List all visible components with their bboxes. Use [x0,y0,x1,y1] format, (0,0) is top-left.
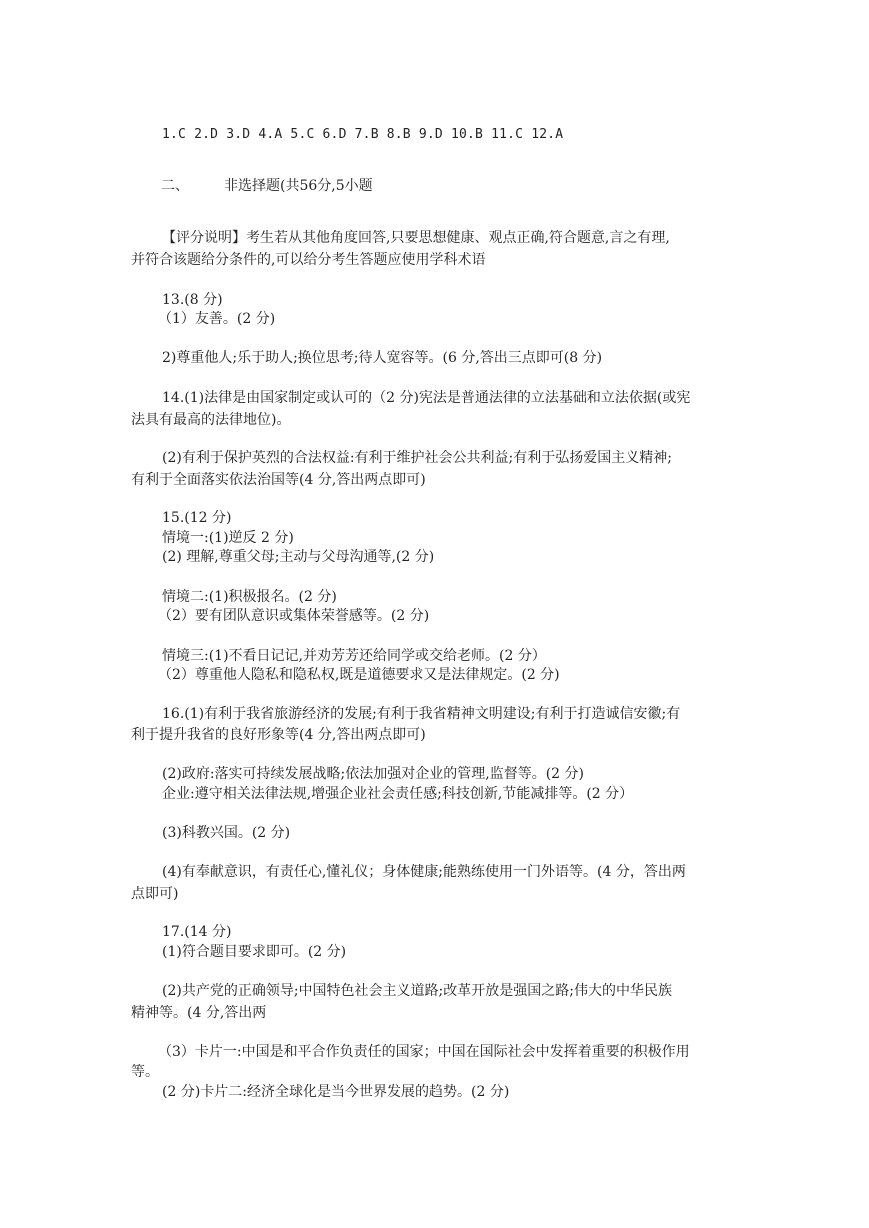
q15-scenario2-part2: （2）要有团队意识或集体荣誉感等。(2 分) [158,608,430,624]
q17-part3-line-1: （3）卡片一:中国是和平合作负责任的国家；中国在国际社会中发挥着重要的积极作用 [158,1044,690,1060]
q16-part2-government: (2)政府:落实可持续发展战略;依法加强对企业的管理,监督等。(2 分) [162,766,584,782]
q13-heading: 13.(8 分) [162,292,223,308]
q17-part3-line-2: 等。 [131,1064,159,1080]
q17-part1: (1)符合题目要求即可。(2 分) [162,944,347,960]
q15-scenario3-part1: 情境三:(1)不看日记记,并劝芳芳还给同学或交给老师。(2 分） [162,648,546,664]
q15-scenario1-part1: 情境一:(1)逆反 2 分) [162,530,294,546]
q16-part1-line-2: 利于提升我省的良好形象等(4 分,答出两点即可) [131,727,426,743]
section-title: 非选择题(共56分,5小题 [224,178,373,194]
q16-part3: (3)科教兴国。(2 分) [162,825,291,841]
q15-scenario2-part1: 情境二:(1)积极报名。(2 分) [162,589,337,605]
q14-part2-line-2: 有利于全面落实依法治国等(4 分,答出两点即可) [131,472,426,488]
q13-part2: 2)尊重他人;乐于助人;换位思考;待人宽容等。(6 分,答出三点即可(8 分) [162,350,603,366]
multiple-choice-answers: 1.C 2.D 3.D 4.A 5.C 6.D 7.B 8.B 9.D 10.B 11.C 12.A [162,127,564,142]
q15-scenario3-part2: （2）尊重他人隐私和隐私权,既是道德要求又是法律规定。(2 分) [158,667,560,683]
q16-part4-line-1: (4)有奉献意识，有责任心,懂礼仪；身体健康;能熟练使用一门外语等。(4 分，答出两 [162,864,686,880]
q17-part3-line-3: (2 分)卡片二:经济全球化是当今世界发展的趋势。(2 分) [162,1084,510,1100]
q15-scenario1-part2: (2) 理解,尊重父母;主动与父母沟通等,(2 分) [162,549,435,565]
q17-part2-line-1: (2)共产党的正确领导;中国特色社会主义道路;改革开放是强国之路;伟大的中华民族 [162,983,672,999]
q14-part2-line-1: (2)有利于保护英烈的合法权益:有利于维护社会公共利益;有利于弘扬爱国主义精神; [162,450,672,466]
section-number: 二、 [161,178,189,194]
q17-part2-line-2: 精神等。(4 分,答出两 [131,1005,267,1021]
q15-heading: 15.(12 分) [162,510,232,526]
q14-part1-line-1: 14.(1)法律是由国家制定或认可的（2 分)宪法是普通法律的立法基础和立法依据(或宪 [162,390,691,406]
q14-part1-line-2: 法具有最高的法律地位)。 [131,412,291,428]
scoring-note-line-2: 并符合该题给分条件的,可以给分考生答题应使用学科术语 [131,252,486,268]
q16-part2-enterprise: 企业:遵守相关法律法规,增强企业社会责任感;科技创新,节能减排等。(2 分） [162,786,634,802]
q16-part4-line-2: 点即可) [131,886,179,902]
q13-part1: （1）友善。(2 分) [158,311,276,327]
q16-part1-line-1: 16.(1)有利于我省旅游经济的发展;有利于我省精神文明建设;有利于打造诚信安徽;有 [162,706,681,722]
q17-heading: 17.(14 分) [162,924,232,940]
scoring-note-line-1: 【评分说明】考生若从其他角度回答,只要思想健康、观点正确,符合题意,言之有理, [162,230,670,246]
